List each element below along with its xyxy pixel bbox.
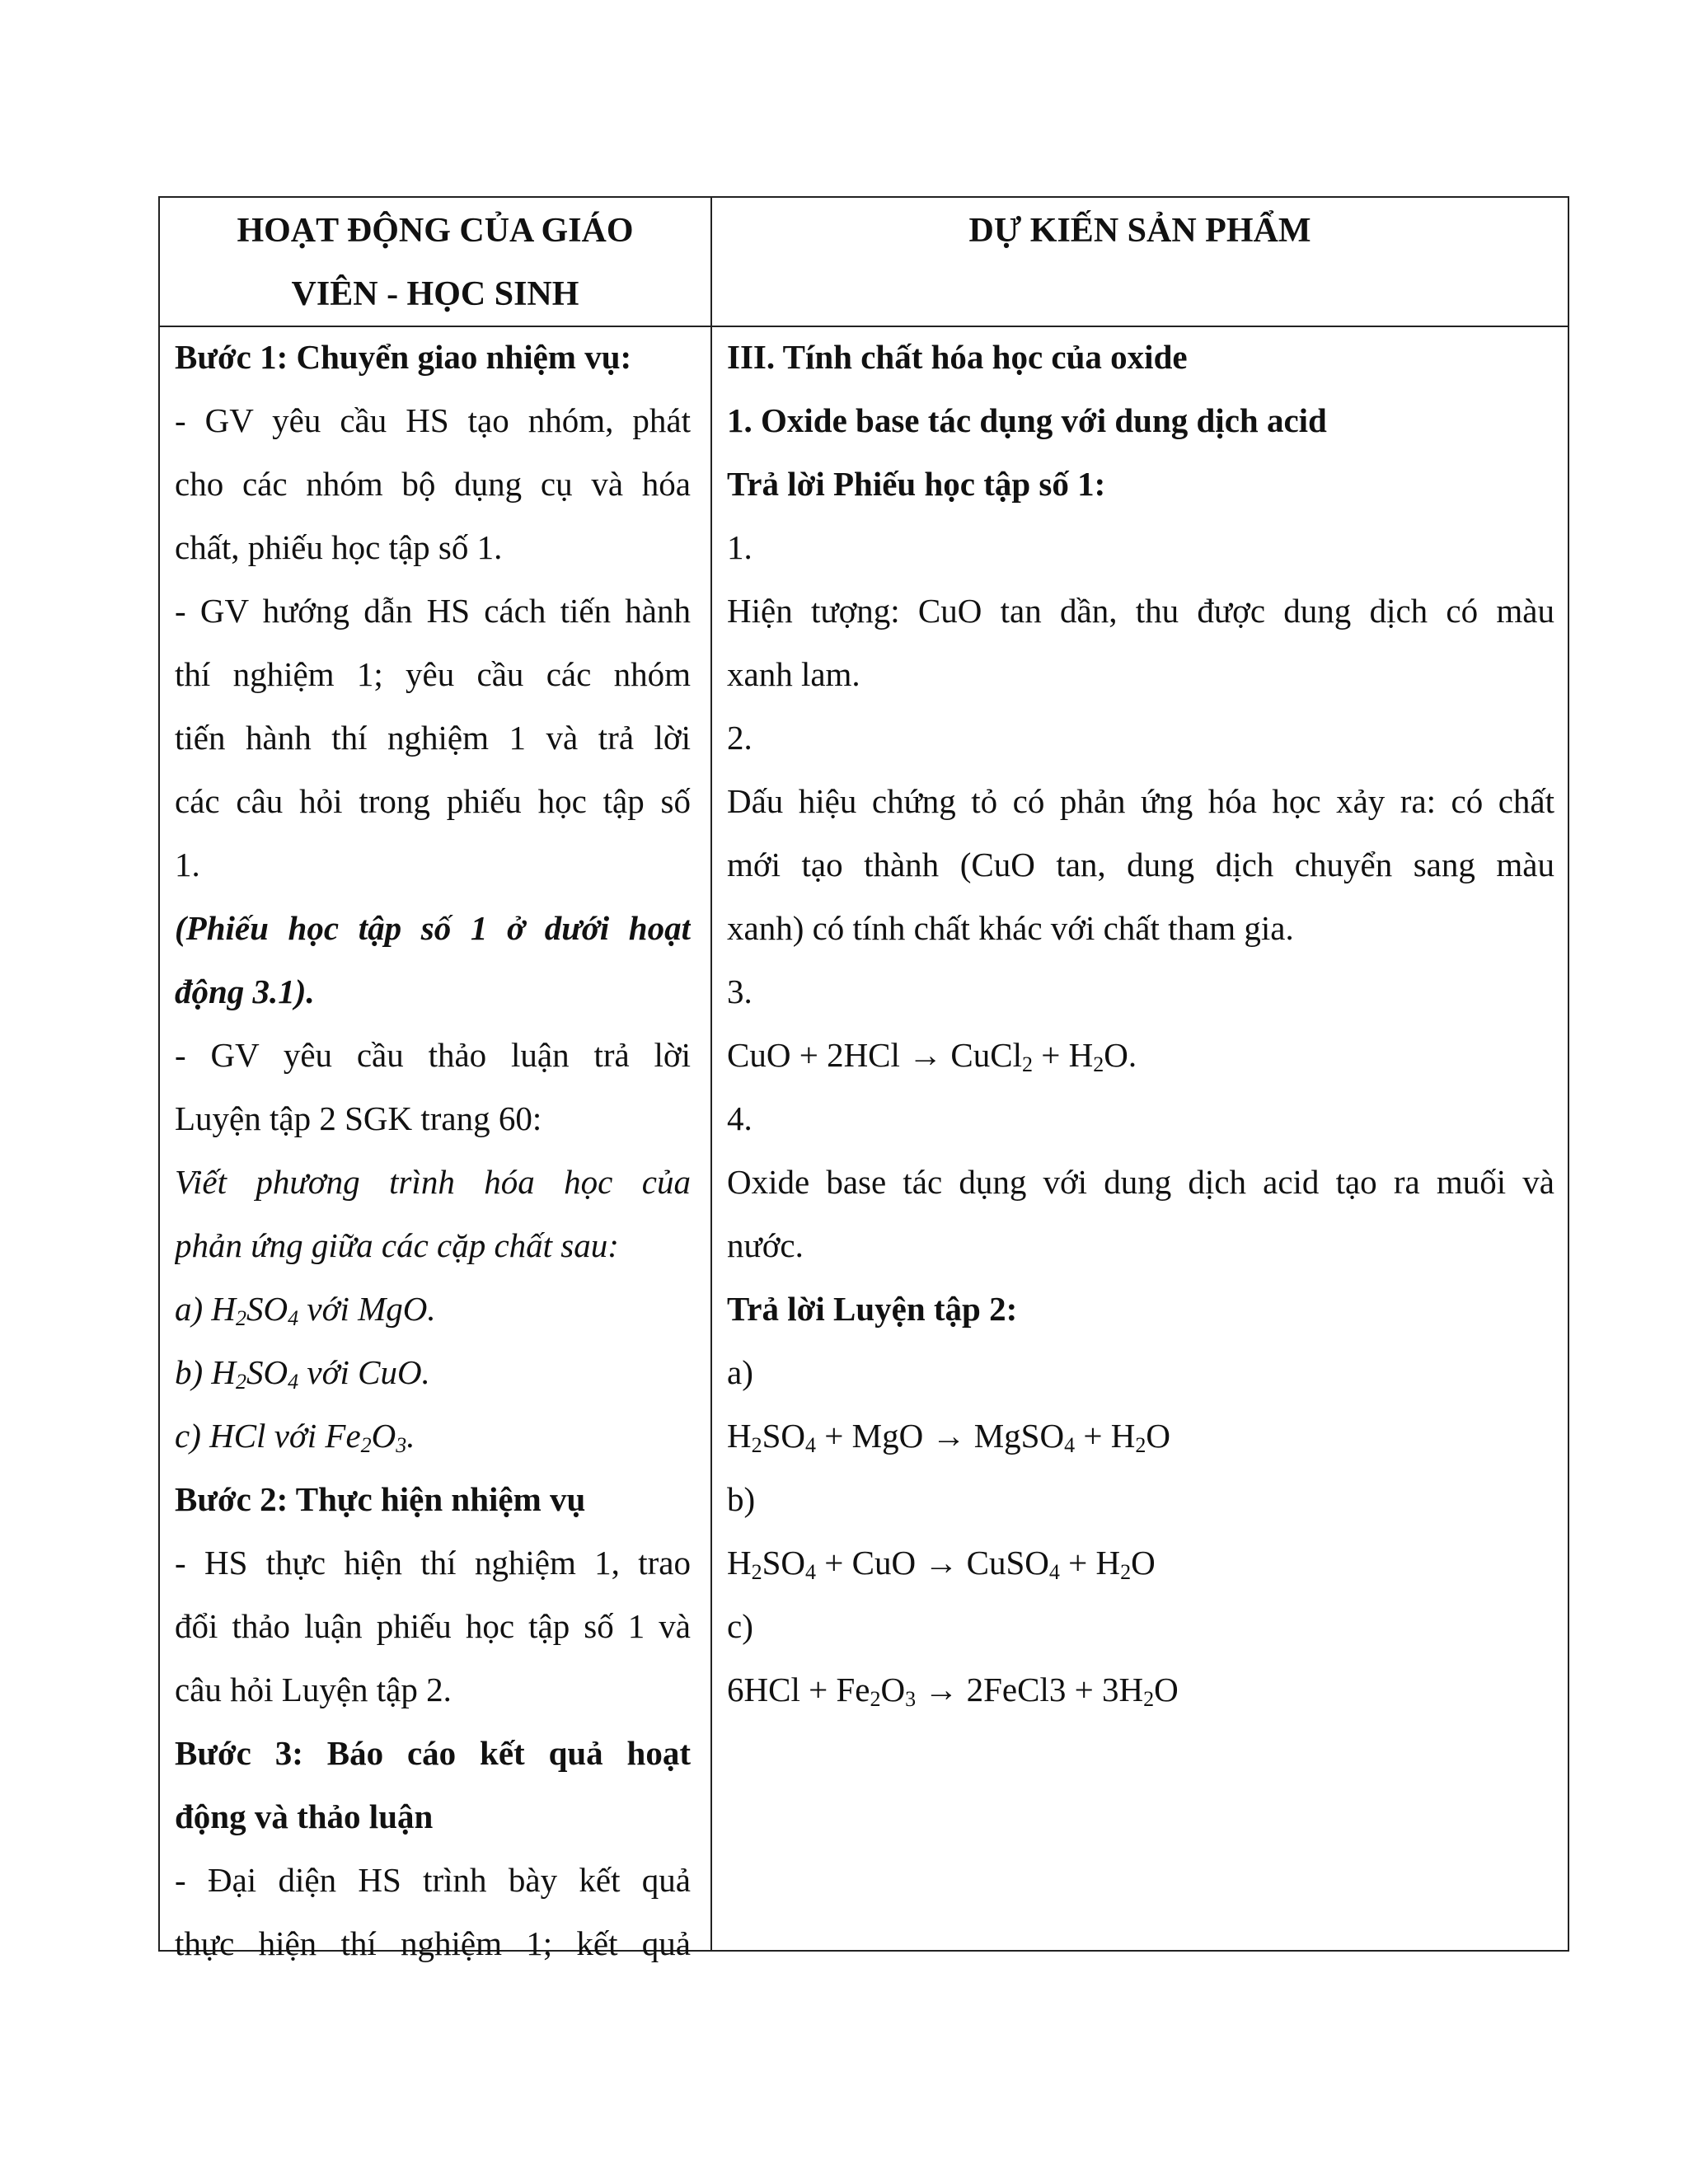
header-expected-product [712, 198, 1568, 327]
answer-line: Hiện tượng: CuO tan dần, thu được dung dịch có màu [727, 592, 1554, 630]
activity-line: câu hỏi Luyện tập 2. [175, 1671, 452, 1708]
column-divider [710, 198, 712, 1950]
exercise-item-c: c) HCl với $Fe_2O_3$. [175, 1417, 415, 1457]
exercise-item-a: a) $H_2SO_4$ với MgO. [175, 1290, 436, 1330]
step2-title: Bước 2: Thực hiện nhiệm vụ [175, 1480, 586, 1518]
activity-line: - GV hướng dẫn HS cách tiến hành [175, 592, 691, 630]
section-title: III. Tính chất hóa học của oxide [727, 338, 1188, 376]
exercise-prompt: phản ứng giữa các cặp chất sau: [175, 1226, 619, 1264]
exercise-prompt: Viết phương trình hóa học của [175, 1163, 691, 1201]
answer-line: Oxide base tác dụng với dung dịch acid tạo ra muối và [727, 1163, 1554, 1201]
answer-label-a: a) [727, 1353, 753, 1391]
activity-line: - GV yêu cầu thảo luận trả lời [175, 1036, 691, 1074]
answer-number: 3. [727, 972, 753, 1010]
activity-line: - GV yêu cầu HS tạo nhóm, phát [175, 401, 691, 439]
product-column [727, 326, 1554, 1722]
step3-title: động và thảo luận [175, 1797, 434, 1835]
activity-line: cho các nhóm bộ dụng cụ và hóa [175, 465, 691, 503]
answer-number: 2. [727, 719, 753, 757]
worksheet-note: (Phiếu học tập số 1 ở dưới hoạt [175, 909, 691, 947]
header-left-line-2: VIÊN - HỌC SINH [291, 275, 579, 313]
answer-line: mới tạo thành (CuO tan, dung dịch chuyển sang màu [727, 846, 1554, 883]
answer-line: nước. [727, 1226, 804, 1264]
step1-title: Bước 1: Chuyển giao nhiệm vụ: [175, 338, 632, 376]
answer-line: xanh lam. [727, 655, 860, 693]
activity-line: thực hiện thí nghiệm 1; kết quả [175, 1924, 691, 1962]
equation-cuo-hcl: CuO + 2HCl → CuCl$_2$ + $H_2O$. [727, 1036, 1137, 1076]
answer-number: 1. [727, 528, 753, 566]
header-left-line-1: HOẠT ĐỘNG CỦA GIÁO [237, 212, 634, 250]
answer-label-c: c) [727, 1607, 753, 1645]
activity-line: thí nghiệm 1; yêu cầu các nhóm [175, 655, 691, 693]
step3-title: Bước 3: Báo cáo kết quả hoạt [175, 1734, 691, 1772]
activity-column [175, 326, 691, 1975]
answer-line: xanh) có tính chất khác với chất tham gia. [727, 909, 1294, 947]
activity-line: đổi thảo luận phiếu học tập số 1 và [175, 1607, 691, 1645]
answer-number: 4. [727, 1099, 753, 1137]
activity-line: tiến hành thí nghiệm 1 và trả lời [175, 719, 691, 757]
worksheet-note: động 3.1). [175, 972, 315, 1010]
answer2-title: Trả lời Luyện tập 2: [727, 1290, 1018, 1328]
answer-label-b: b) [727, 1480, 756, 1518]
header-right-text: DỰ KIẾN SẢN PHẨM [968, 212, 1311, 250]
activity-line: - Đại diện HS trình bày kết quả [175, 1861, 691, 1899]
activity-line: - HS thực hiện thí nghiệm 1, trao [175, 1544, 691, 1582]
activity-line: 1. [175, 846, 200, 883]
equation-c: $6HCl + Fe_2O_3$ → 2FeCl3 + $3H_2O$ [727, 1671, 1179, 1711]
activity-line: các câu hỏi trong phiếu học tập số [175, 782, 691, 820]
lesson-table [158, 196, 1569, 1962]
answer-line: Dấu hiệu chứng tỏ có phản ứng hóa học xảy ra: có chất [727, 782, 1554, 820]
exercise-item-b: b) $H_2SO_4$ với CuO. [175, 1353, 430, 1394]
subsection-title: 1. Oxide base tác dụng với dung dịch acid [727, 401, 1327, 439]
answer1-title: Trả lời Phiếu học tập số 1: [727, 465, 1106, 503]
header-teacher-student-activity [160, 198, 710, 327]
activity-line: chất, phiếu học tập số 1. [175, 528, 503, 566]
activity-line: Luyện tập 2 SGK trang 60: [175, 1099, 542, 1137]
equation-a: $H_2SO_4$ + MgO → MgSO$_4$ + $H_2O$ [727, 1417, 1170, 1457]
equation-b: $H_2SO_4$ + CuO → CuSO$_4$ + $H_2O$ [727, 1544, 1156, 1584]
